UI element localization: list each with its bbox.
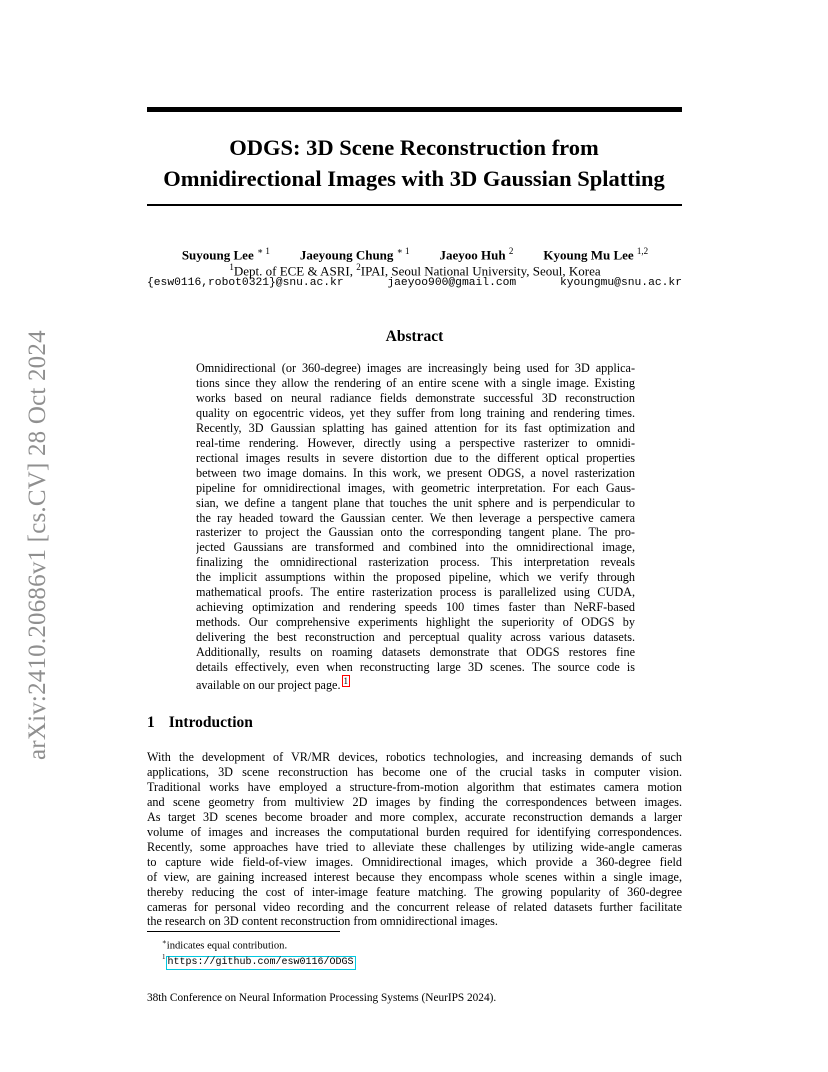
author-name: Jaeyoung Chung xyxy=(299,247,394,263)
abstract-line: tions since they allow the rendering of an entire scene with a single image. Existing xyxy=(196,375,635,390)
abstract-line: methods. Our comprehensive experiments highlight the superiority of ODGS by xyxy=(196,615,635,630)
affiliation-mark-1: 1 xyxy=(229,262,234,272)
abstract-line: Additionally, results on roaming datasets demonstrate that ODGS restores fine xyxy=(196,645,635,660)
author-affiliation-mark: 2 xyxy=(508,246,514,256)
abstract-line: finalizing the omnidirectional rasterization process. This interpretation reveals xyxy=(196,555,635,570)
section-title: Introduction xyxy=(168,714,253,731)
email-1[interactable]: {esw0116,robot0321}@snu.ac.kr xyxy=(147,277,344,289)
affiliation-part-1: Dept. of ECE & ASRI, xyxy=(233,263,357,279)
footnote-project-link xyxy=(162,951,356,970)
affiliation-part-2: IPAI, Seoul National University, Seoul, Korea xyxy=(360,263,601,279)
arxiv-identifier: arXiv:2410.20686v1 [cs.CV] 28 Oct 2024 xyxy=(24,330,51,760)
introduction-line: applications, 3D scene reconstruction has become one of the crucial tasks in computer vision. xyxy=(147,764,682,779)
introduction-line: volume of images and increases the computational burden required for identifying correspondences. xyxy=(147,824,682,839)
abstract-line: rasterizer to project the Gaussian onto the corresponding tangent plane. The pro- xyxy=(196,525,635,540)
project-url-link[interactable]: https://github.com/esw0116/ODGS xyxy=(167,956,354,968)
email-3[interactable]: kyoungmu@snu.ac.kr xyxy=(559,277,682,289)
footnote-equal-text: indicates equal contribution. xyxy=(166,940,288,952)
abstract-line: the ray headed toward the Gaussian center. We then leverage a perspective camera xyxy=(196,510,635,525)
abstract-line: pipeline for omnidirectional images, with geometric interpretation. For each Gaus- xyxy=(196,480,635,495)
abstract-line: real-time rendering. However, directly using a perspective rasterizer to omnidi- xyxy=(196,435,635,450)
abstract-body xyxy=(196,361,635,693)
footnote-mark-star: ∗ xyxy=(162,938,167,946)
venue-footer: 38th Conference on Neural Information Processing Systems (NeurIPS 2024). xyxy=(147,992,497,1004)
title-line-1: ODGS: 3D Scene Reconstruction from xyxy=(229,135,599,160)
introduction-line: Recently, some approaches have tried to alleviate these challenges by utilizing wide-angle cameras xyxy=(147,839,682,854)
abstract-line: the implicit assumptions within the proposed pipeline, which we verify through xyxy=(196,570,635,585)
abstract-line: mathematical proofs. The entire rasterization process is parallelized using CUDA, xyxy=(196,585,635,600)
abstract-line: sian, we define a tangent plane that touches the unit sphere and is perpendicular to xyxy=(196,495,635,510)
introduction-line: to capture wide field-of-view images. Omnidirectional images, which provide a 360-degree field xyxy=(147,854,682,869)
title-bottom-rule xyxy=(147,204,682,206)
abstract-line: works based on neural radiance fields demonstrate successful 3D reconstruction xyxy=(196,390,635,405)
author-name: Jaeyoo Huh xyxy=(439,247,506,263)
introduction-line: With the development of VR/MR devices, robotics technologies, and increasing demands of such xyxy=(147,750,682,764)
author-affiliation-mark: 1,2 xyxy=(636,246,649,256)
introduction-line: Traditional works have employed a structure-from-motion algorithm that estimates camera motion xyxy=(147,779,682,794)
section-number: 1 xyxy=(147,714,155,731)
author-affiliation-mark: ∗ 1 xyxy=(256,246,270,256)
email-2[interactable]: jaeyoo900@gmail.com xyxy=(387,277,517,289)
abstract-line: Recently, 3D Gaussian splatting has gained attention for its fast optimization and xyxy=(196,420,635,435)
introduction-line: of view, are gaining increased interest because they encompass whole scenes within a single image, xyxy=(147,869,682,884)
footnote-reference-link[interactable]: 1 xyxy=(343,676,348,687)
abstract-line: rectional images results in severe distortion due to the different optical properties xyxy=(196,450,635,465)
abstract-line: Omnidirectional (or 360-degree) images are increasingly being used for 3D applica- xyxy=(196,361,635,375)
abstract-line: delivering the best reconstruction and perceptual quality across various datasets. xyxy=(196,630,635,645)
introduction-line: and scene geometry from multiview 2D images by finding the correspondences between images. xyxy=(147,794,682,809)
introduction-line-last: the research on 3D content reconstruction from omnidirectional images. xyxy=(147,914,498,929)
abstract-line: details effectively, even when reconstructing large 3D scenes. The source code is xyxy=(196,660,635,675)
abstract-last-text: available on our project page. xyxy=(196,678,341,693)
introduction-body xyxy=(147,750,682,929)
abstract-line: jected Gaussians are transformed and combined into the omnidirectional image, xyxy=(196,540,635,555)
author-name: Kyoung Mu Lee xyxy=(543,247,634,263)
title-top-rule xyxy=(147,107,682,112)
footnote-mark-1: 1 xyxy=(162,953,166,961)
introduction-line: As target 3D scenes become broader and more complex, accurate reconstruction demands a larger xyxy=(147,809,682,824)
abstract-line: quality on egocentric videos, yet they suffer from long training and rendering times. xyxy=(196,405,635,420)
author-affiliation-mark: ∗ 1 xyxy=(396,246,410,256)
author-name: Suyoung Lee xyxy=(181,247,254,263)
title-line-2: Omnidirectional Images with 3D Gaussian Splatting xyxy=(163,166,665,191)
footnote-rule xyxy=(147,931,340,932)
abstract-heading: Abstract xyxy=(385,328,444,345)
introduction-line: thereby reducing the cost of inter-image feature matching. The growing popularity of 360-degree xyxy=(147,884,682,899)
introduction-line: cameras for personal video recording and the concurrent release of related datasets further facilitate xyxy=(147,899,682,914)
abstract-line-last xyxy=(196,675,635,693)
paper-title xyxy=(120,132,708,194)
email-list xyxy=(147,275,682,291)
section-heading-introduction xyxy=(147,713,253,733)
abstract-line: achieving optimization and rendering speeds 100 times faster than NeRF-based xyxy=(196,600,635,615)
abstract-line: between two image domains. In this work, we present ODGS, a novel rasterization xyxy=(196,465,635,480)
affiliation-mark-2: 2 xyxy=(356,262,361,272)
